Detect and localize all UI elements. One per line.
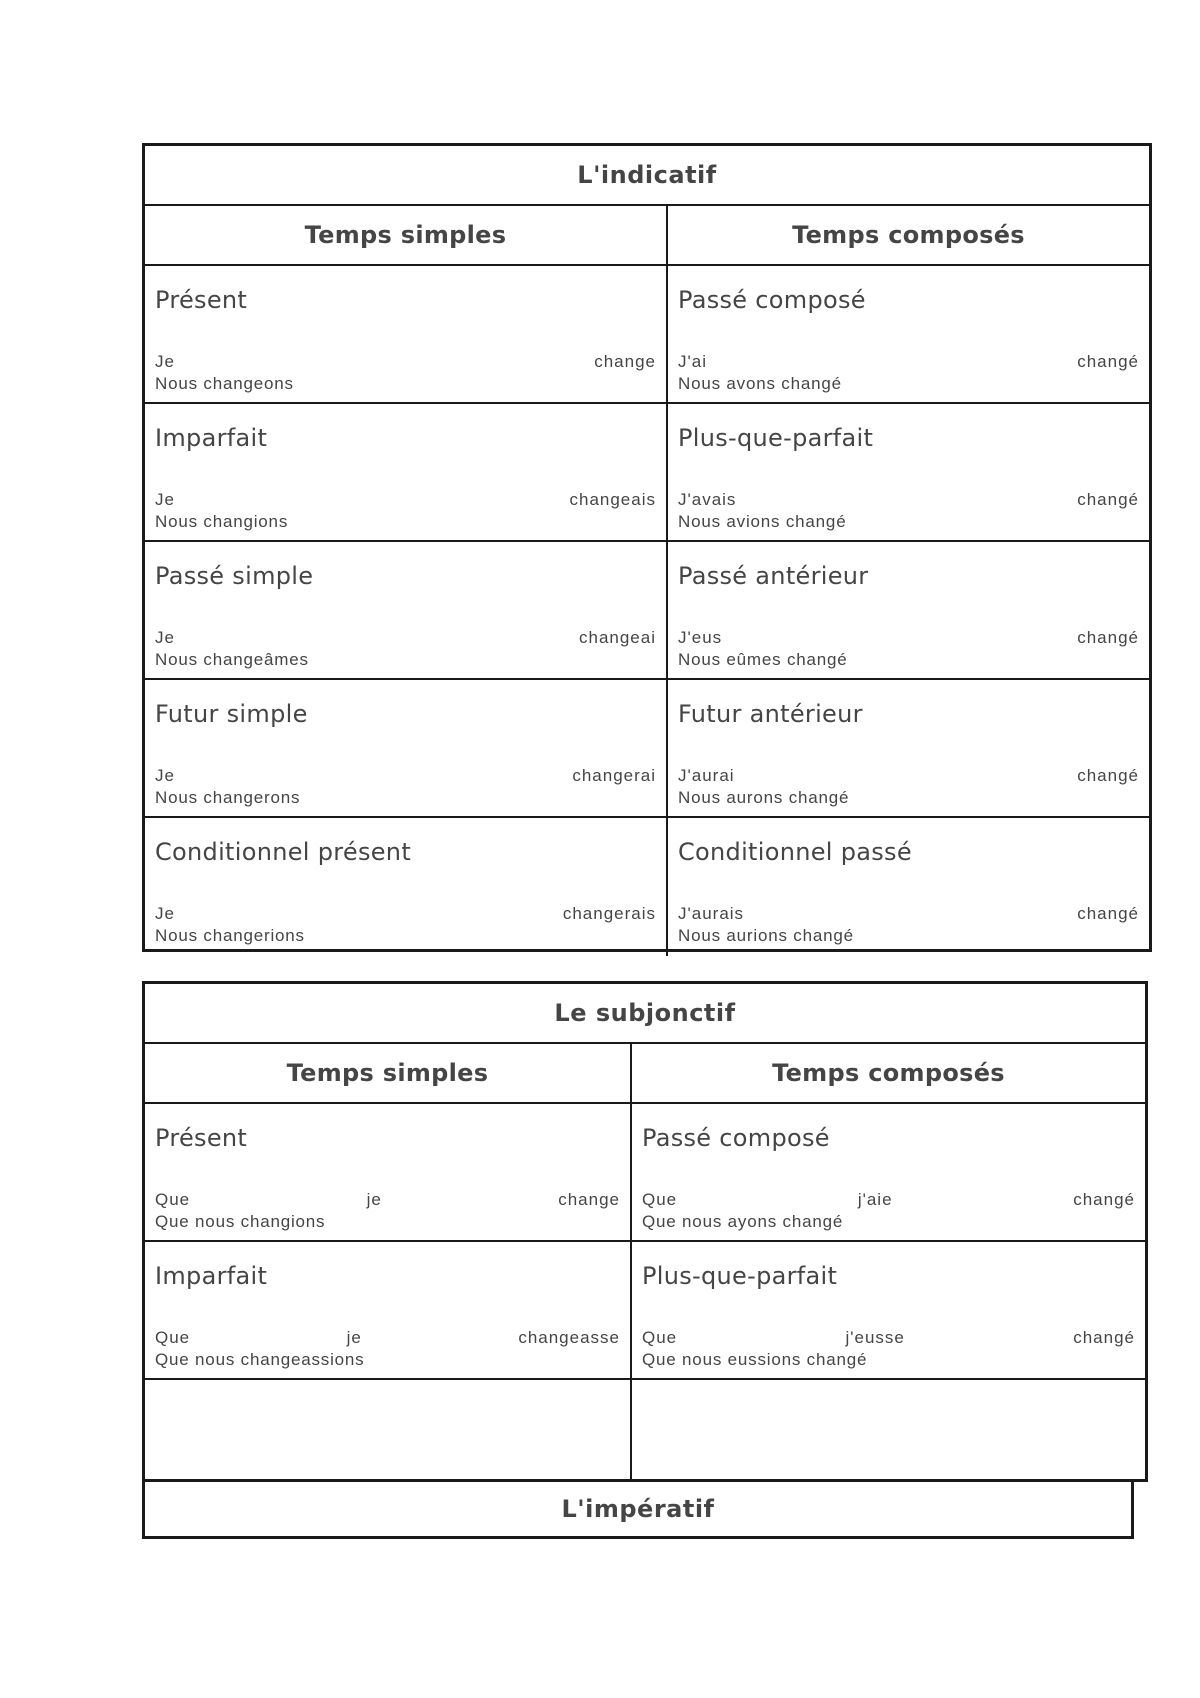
conjugation-nous: Nous changerions	[155, 926, 305, 945]
pronoun: je	[366, 1190, 382, 1209]
que-word: Que	[642, 1328, 678, 1347]
subjonctif-header-compose: Temps composés	[772, 1059, 1005, 1087]
conjugation-je	[678, 352, 1139, 372]
tense-name: Présent	[155, 1124, 248, 1152]
conjugation-je	[642, 1328, 1135, 1348]
conjugation-je	[155, 352, 656, 372]
conjugation-nous: Nous avons changé	[678, 374, 842, 393]
verb-form: change	[594, 352, 656, 371]
verb-form: changeais	[569, 490, 656, 509]
que-word: Que	[155, 1190, 191, 1209]
pronoun: je	[346, 1328, 362, 1347]
subjonctif-title: Le subjonctif	[145, 984, 1145, 1044]
pronoun: J'avais	[678, 490, 737, 509]
conjugation-je	[678, 490, 1139, 510]
subjonctif-header-row	[145, 1044, 1145, 1104]
pronoun: J'ai	[678, 352, 707, 371]
verb-form: changé	[1073, 1328, 1135, 1347]
conjugation-je	[155, 1328, 620, 1348]
indicatif-row-futur	[145, 680, 1149, 818]
tense-name: Conditionnel passé	[678, 838, 912, 866]
indicatif-cell-passe-anterieur	[668, 542, 1149, 678]
indicatif-row-present	[145, 266, 1149, 404]
conjugation-nous: Nous changerons	[155, 788, 301, 807]
indicatif-cell-conditionnel-present	[145, 818, 668, 956]
conjugation-je	[155, 904, 656, 924]
subjonctif-cell-present	[145, 1104, 632, 1240]
conjugation-je	[155, 1190, 620, 1210]
verb-form: changé	[1077, 490, 1139, 509]
pronoun: j'aie	[857, 1190, 893, 1209]
conjugation-je	[155, 490, 656, 510]
conjugation-je	[678, 628, 1139, 648]
tense-name: Passé composé	[678, 286, 866, 314]
conjugation-je	[678, 766, 1139, 786]
indicatif-row-passe-simple	[145, 542, 1149, 680]
tense-name: Futur simple	[155, 700, 308, 728]
indicatif-cell-present	[145, 266, 668, 402]
indicatif-table	[142, 143, 1152, 952]
tense-name: Passé simple	[155, 562, 314, 590]
subjonctif-cell-empty-right	[632, 1380, 1145, 1486]
verb-form: changeasse	[518, 1328, 620, 1347]
verb-form: changerais	[562, 904, 656, 923]
conjugation-nous: Nous changeons	[155, 374, 294, 393]
pronoun: J'aurai	[678, 766, 735, 785]
verb-form: changé	[1077, 352, 1139, 371]
tense-name: Futur antérieur	[678, 700, 863, 728]
tense-name: Plus-que-parfait	[678, 424, 874, 452]
que-word: Que	[642, 1190, 678, 1209]
conjugation-nous: Que nous changeassions	[155, 1350, 365, 1369]
pronoun: j'eusse	[845, 1328, 905, 1347]
indicatif-cell-futur-simple	[145, 680, 668, 816]
indicatif-header-compose: Temps composés	[792, 221, 1025, 249]
conjugation-je	[678, 904, 1139, 924]
tense-name: Présent	[155, 286, 248, 314]
conjugation-je	[642, 1190, 1135, 1210]
conjugation-nous: Nous avions changé	[678, 512, 847, 531]
conjugation-nous: Nous aurions changé	[678, 926, 854, 945]
verb-form: changé	[1077, 766, 1139, 785]
tense-name: Passé antérieur	[678, 562, 869, 590]
indicatif-header-simple: Temps simples	[145, 206, 668, 264]
indicatif-cell-passe-simple	[145, 542, 668, 678]
indicatif-cell-plus-que-parfait	[668, 404, 1149, 540]
subjonctif-row-present	[145, 1104, 1145, 1242]
pronoun: Je	[155, 904, 175, 923]
conjugation-nous: Que nous ayons changé	[642, 1212, 844, 1231]
conjugation-nous: Nous changeâmes	[155, 650, 309, 669]
pronoun: Je	[155, 766, 175, 785]
indicatif-cell-conditionnel-passe	[668, 818, 1149, 956]
imperatif-table	[142, 1479, 1134, 1539]
subjonctif-header-simple: Temps simples	[145, 1044, 632, 1102]
imperatif-title: L'impératif	[561, 1495, 715, 1523]
verb-form: changé	[1077, 904, 1139, 923]
indicatif-row-conditionnel	[145, 818, 1149, 956]
subjonctif-table	[142, 981, 1148, 1482]
tense-name: Imparfait	[155, 424, 268, 452]
pronoun: Je	[155, 628, 175, 647]
verb-form: changé	[1077, 628, 1139, 647]
subjonctif-cell-plus-que-parfait	[632, 1242, 1145, 1378]
conjugation-nous: Nous changions	[155, 512, 289, 531]
subjonctif-cell-imparfait	[145, 1242, 632, 1378]
verb-form: changerai	[572, 766, 656, 785]
indicatif-title: L'indicatif	[145, 146, 1149, 206]
conjugation-je	[155, 628, 656, 648]
tense-name: Imparfait	[155, 1262, 268, 1290]
pronoun: Je	[155, 352, 175, 371]
pronoun: Je	[155, 490, 175, 509]
tense-name: Conditionnel présent	[155, 838, 412, 866]
que-word: Que	[155, 1328, 191, 1347]
conjugation-nous: Que nous eussions changé	[642, 1350, 868, 1369]
tense-name: Passé composé	[642, 1124, 830, 1152]
subjonctif-cell-passe-compose	[632, 1104, 1145, 1240]
subjonctif-row-empty	[145, 1380, 1145, 1486]
subjonctif-cell-empty-left	[145, 1380, 632, 1486]
conjugation-nous: Que nous changions	[155, 1212, 326, 1231]
indicatif-cell-imparfait	[145, 404, 668, 540]
verb-form: change	[558, 1190, 620, 1209]
conjugation-je	[155, 766, 656, 786]
indicatif-header-row	[145, 206, 1149, 266]
tense-name: Plus-que-parfait	[642, 1262, 838, 1290]
verb-form: changeai	[578, 628, 656, 647]
pronoun: J'eus	[678, 628, 723, 647]
indicatif-cell-futur-anterieur	[668, 680, 1149, 816]
verb-form: changé	[1073, 1190, 1135, 1209]
indicatif-cell-passe-compose	[668, 266, 1149, 402]
indicatif-row-imparfait	[145, 404, 1149, 542]
pronoun: J'aurais	[678, 904, 745, 923]
subjonctif-row-imparfait	[145, 1242, 1145, 1380]
conjugation-nous: Nous eûmes changé	[678, 650, 848, 669]
conjugation-nous: Nous aurons changé	[678, 788, 850, 807]
